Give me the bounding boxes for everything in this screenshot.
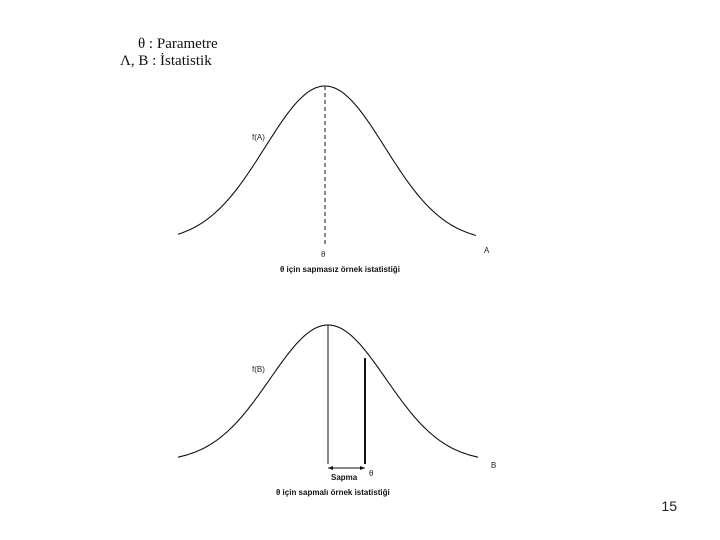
- top-ylabel: f(A): [252, 133, 265, 142]
- bias-arrow-head-right: [360, 466, 365, 470]
- bottom-theta-label: θ: [369, 469, 374, 478]
- top-center-theta: θ: [321, 250, 326, 259]
- top-axis-label: A: [484, 246, 490, 255]
- bottom-ylabel: f(B): [252, 365, 265, 374]
- top-caption: θ için sapmasız örnek istatistiği: [280, 265, 400, 274]
- page-number: 15: [661, 498, 677, 514]
- bias-arrow-head-left: [328, 466, 333, 470]
- bias-label: Sapma: [331, 473, 358, 482]
- top-bell-curve: [178, 86, 476, 235]
- bottom-axis-label: B: [491, 461, 497, 470]
- bottom-chart: [178, 325, 496, 497]
- legend-parameter: θ : Parametre: [138, 36, 218, 52]
- bottom-caption: θ için sapmalı örnek istatistiği: [276, 488, 390, 497]
- top-chart: [178, 86, 490, 274]
- legend-statistic: Λ, B : İstatistik: [120, 53, 212, 69]
